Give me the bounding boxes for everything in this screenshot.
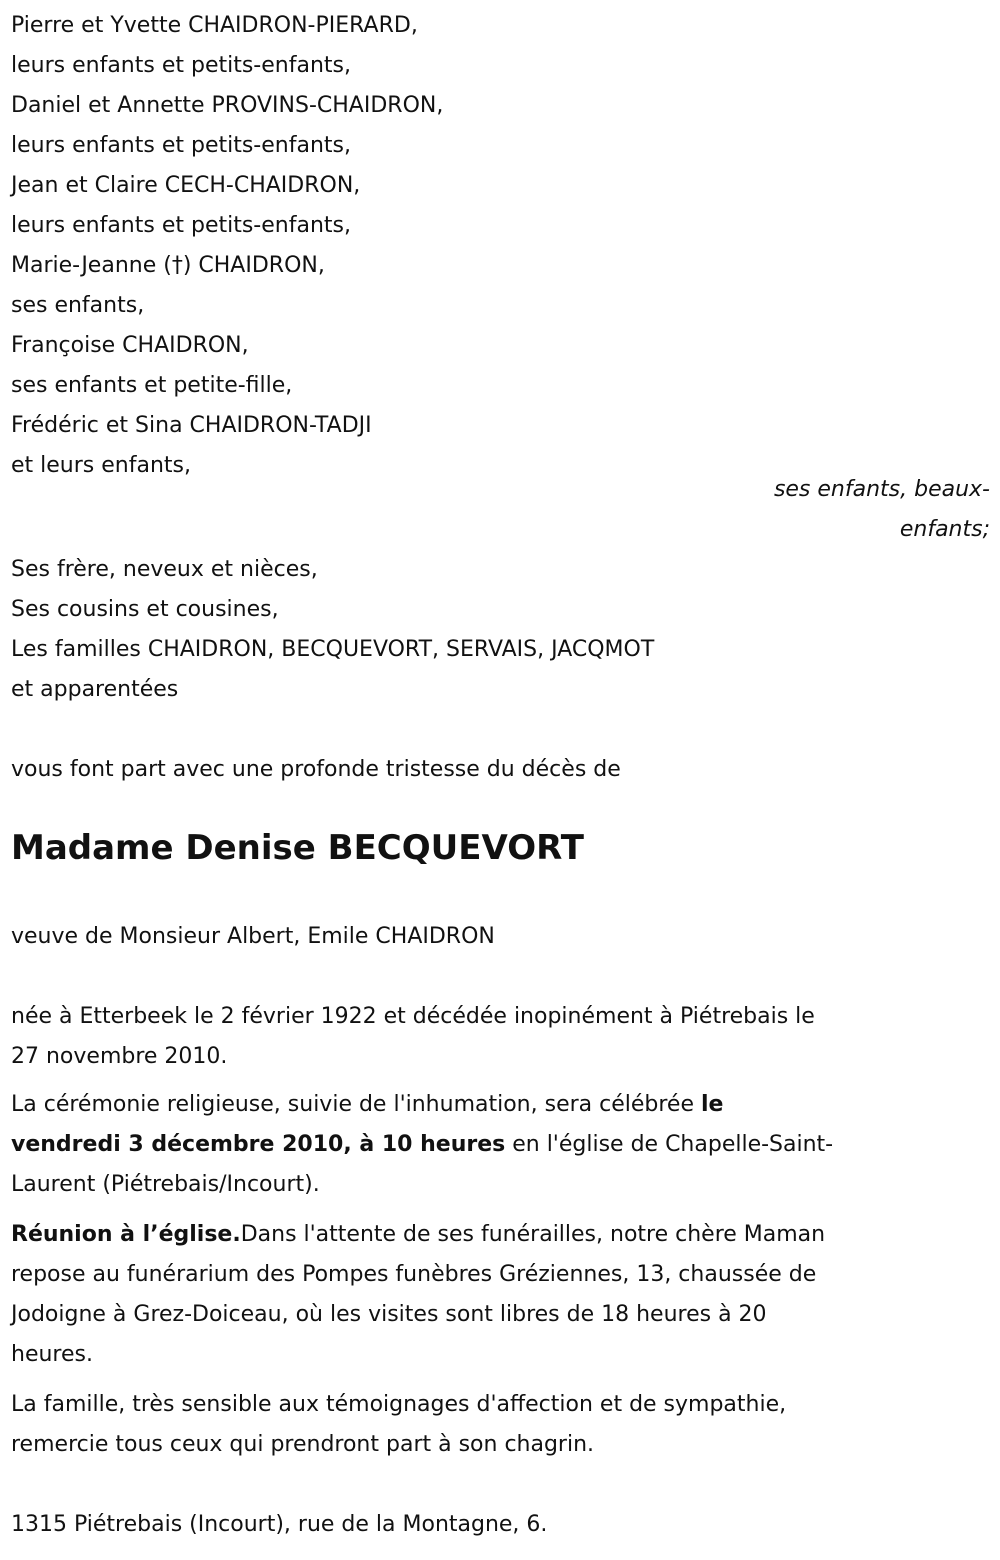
ceremony <box>11 1085 990 1205</box>
relatives-line: et apparentées <box>11 677 179 702</box>
family-line: leurs enfants et petits-enfants, <box>11 133 351 158</box>
thanks-line: remercie tous ceux qui prendront part à son chagrin. <box>11 1432 595 1457</box>
relatives-line: Ses frère, neveux et nièces, <box>11 557 318 582</box>
announcement: vous font part avec une profonde tristesse du décès de <box>11 757 621 782</box>
family-line: Frédéric et Sina CHAIDRON-TADJI <box>11 413 372 438</box>
italic-note-line: enfants; <box>899 517 990 542</box>
thanks-line: La famille, très sensible aux témoignages d'affection et de sympathie, <box>11 1392 787 1417</box>
reunion-heading: Réunion à l’église. <box>11 1222 241 1247</box>
reunion-text: repose au funérarium des Pompes funèbres Gréziennes, 13, chaussée de <box>11 1262 817 1287</box>
birth-death <box>11 997 990 1077</box>
family-line: leurs enfants et petits-enfants, <box>11 213 351 238</box>
family-line: Daniel et Annette PROVINS-CHAIDRON, <box>11 93 444 118</box>
family-line: Jean et Claire CECH-CHAIDRON, <box>11 173 361 198</box>
family-line: leurs enfants et petits-enfants, <box>11 53 351 78</box>
ceremony-date: le <box>701 1092 724 1117</box>
family-list <box>11 6 990 486</box>
ceremony-text: La cérémonie religieuse, suivie de l'inhumation, sera célébrée <box>11 1092 701 1117</box>
widow-of: veuve de Monsieur Albert, Emile CHAIDRON <box>11 924 495 949</box>
birth-death-line: née à Etterbeek le 2 février 1922 et décédée inopinément à Piétrebais le <box>11 1004 815 1029</box>
thanks <box>11 1385 990 1465</box>
family-line: ses enfants, <box>11 293 145 318</box>
family-line: Françoise CHAIDRON, <box>11 333 249 358</box>
italic-note-line: ses enfants, beaux- <box>773 477 990 502</box>
family-line: Marie-Jeanne (†) CHAIDRON, <box>11 253 325 278</box>
reunion <box>11 1215 990 1375</box>
ceremony-text: Laurent (Piétrebais/Incourt). <box>11 1172 320 1197</box>
deceased-name: Madame Denise BECQUEVORT <box>11 828 584 868</box>
reunion-text: Dans l'attente de ses funérailles, notre chère Maman <box>240 1222 826 1247</box>
relatives <box>11 550 990 710</box>
reunion-text: Jodoigne à Grez-Doiceau, où les visites sont libres de 18 heures à 20 <box>11 1302 767 1327</box>
italic-note <box>11 470 990 550</box>
birth-death-line: 27 novembre 2010. <box>11 1044 228 1069</box>
family-line: ses enfants et petite-fille, <box>11 373 293 398</box>
relatives-line: Ses cousins et cousines, <box>11 597 279 622</box>
ceremony-date: vendredi 3 décembre 2010, à 10 heures <box>11 1132 506 1157</box>
address: 1315 Piétrebais (Incourt), rue de la Montagne, 6. <box>11 1512 548 1537</box>
family-line: Pierre et Yvette CHAIDRON-PIERARD, <box>11 13 418 38</box>
relatives-line: Les familles CHAIDRON, BECQUEVORT, SERVAIS, JACQMOT <box>11 637 655 662</box>
family-line: et leurs enfants, <box>11 453 191 478</box>
ceremony-text: en l'église de Chapelle-Saint- <box>505 1132 834 1157</box>
reunion-text: heures. <box>11 1342 93 1367</box>
